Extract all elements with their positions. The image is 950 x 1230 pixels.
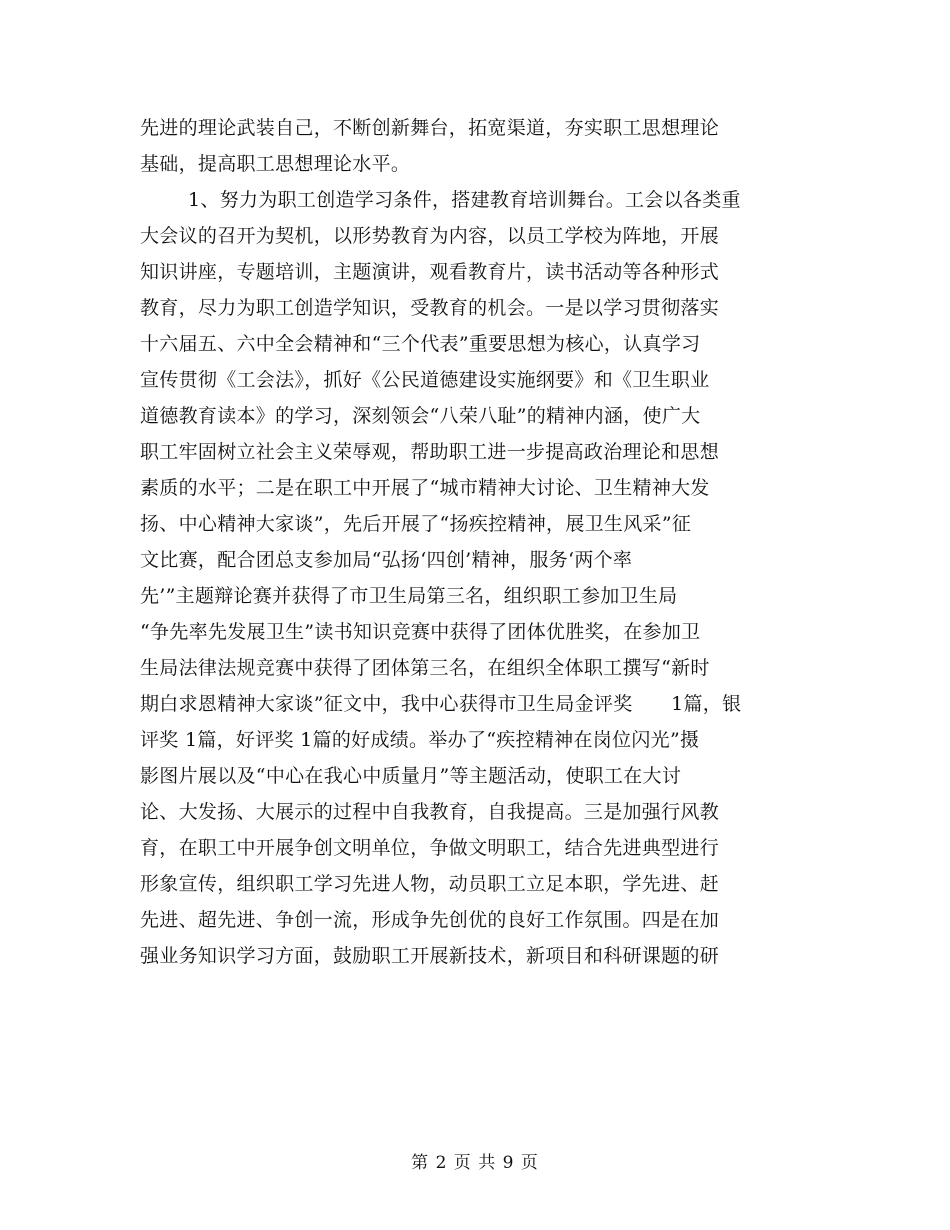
body-text bbox=[140, 110, 800, 974]
page-number-footer: 第 2 页 共 9 页 bbox=[411, 1153, 539, 1173]
text-line: 扬、中心精神大家谈”，先后开展了“扬疾控精神，展卫生风采”征 bbox=[140, 513, 692, 535]
text-line: 教育，尽力为职工创造学知识，受教育的机会。一是以学习贯彻落实 bbox=[140, 297, 720, 319]
text-line: 知识讲座，专题培训，主题演讲，观看教育片，读书活动等各种形式 bbox=[140, 261, 720, 283]
text-line: 生局法律法规竞赛中获得了团体第三名，在组织全体职工撰写“新时 bbox=[140, 657, 710, 679]
text-line: 素质的水平；二是在职工中开展了“城市精神大讨论、卫生精神大发 bbox=[140, 477, 710, 499]
text-line: 基础，提高职工思想理论水平。 bbox=[140, 153, 411, 175]
text-line: 道德教育读本》的学习，深刻领会“八荣八耻”的精神内涵，使广大 bbox=[140, 405, 701, 427]
text-line: 宣传贯彻《工会法》，抓好《公民道德建设实施纲要》和《卫生职业 bbox=[140, 369, 710, 391]
text-line: 文比赛，配合团总支参加局“弘扬‘四创’精神，服务‘两个率 bbox=[140, 549, 633, 571]
text-line: 育，在职工中开展争创文明单位，争做文明职工，结合先进典型进行 bbox=[140, 837, 720, 859]
paragraph-first-line: 1、努力为职工创造学习条件，搭建教育培训舞台。工会以各类重 bbox=[188, 189, 741, 211]
text-line: 期白求恩精神大家谈”征文中，我中心获得市卫生局金评奖 1篇，银 bbox=[140, 693, 742, 715]
text-line: 强业务知识学习方面，鼓励职工开展新技术，新项目和科研课题的研 bbox=[140, 945, 720, 967]
text-line: 大会议的召开为契机，以形势教育为内容，以员工学校为阵地，开展 bbox=[140, 225, 720, 247]
text-line: 形象宣传，组织职工学习先进人物，动员职工立足本职，学先进、赶 bbox=[140, 873, 720, 895]
text-line: 论、大发扬、大展示的过程中自我教育，自我提高。三是加强行风教 bbox=[140, 801, 720, 823]
text-line: 先进、超先进、争创一流，形成争先创优的良好工作氛围。四是在加 bbox=[140, 909, 720, 931]
text-line: “争先率先发展卫生”读书知识竞赛中获得了团体优胜奖，在参加卫 bbox=[140, 621, 701, 643]
text-line: 先’”主题辩论赛并获得了市卫生局第三名，组织职工参加卫生局 bbox=[140, 585, 678, 607]
text-line: 十六届五、六中全会精神和“三个代表”重要思想为核心，认真学习 bbox=[140, 333, 701, 355]
text-line: 先进的理论武装自己，不断创新舞台，拓宽渠道，夯实职工思想理论 bbox=[140, 117, 720, 139]
text-line: 影图片展以及“中心在我心中质量月”等主题活动，使职工在大讨 bbox=[140, 765, 682, 787]
text-line: 评奖 1篇，好评奖 1篇的好成绩。举办了“疾控精神在岗位闪光”摄 bbox=[140, 729, 700, 751]
text-line: 职工牢固树立社会主义荣辱观，帮助职工进一步提高政治理论和思想 bbox=[140, 441, 720, 463]
